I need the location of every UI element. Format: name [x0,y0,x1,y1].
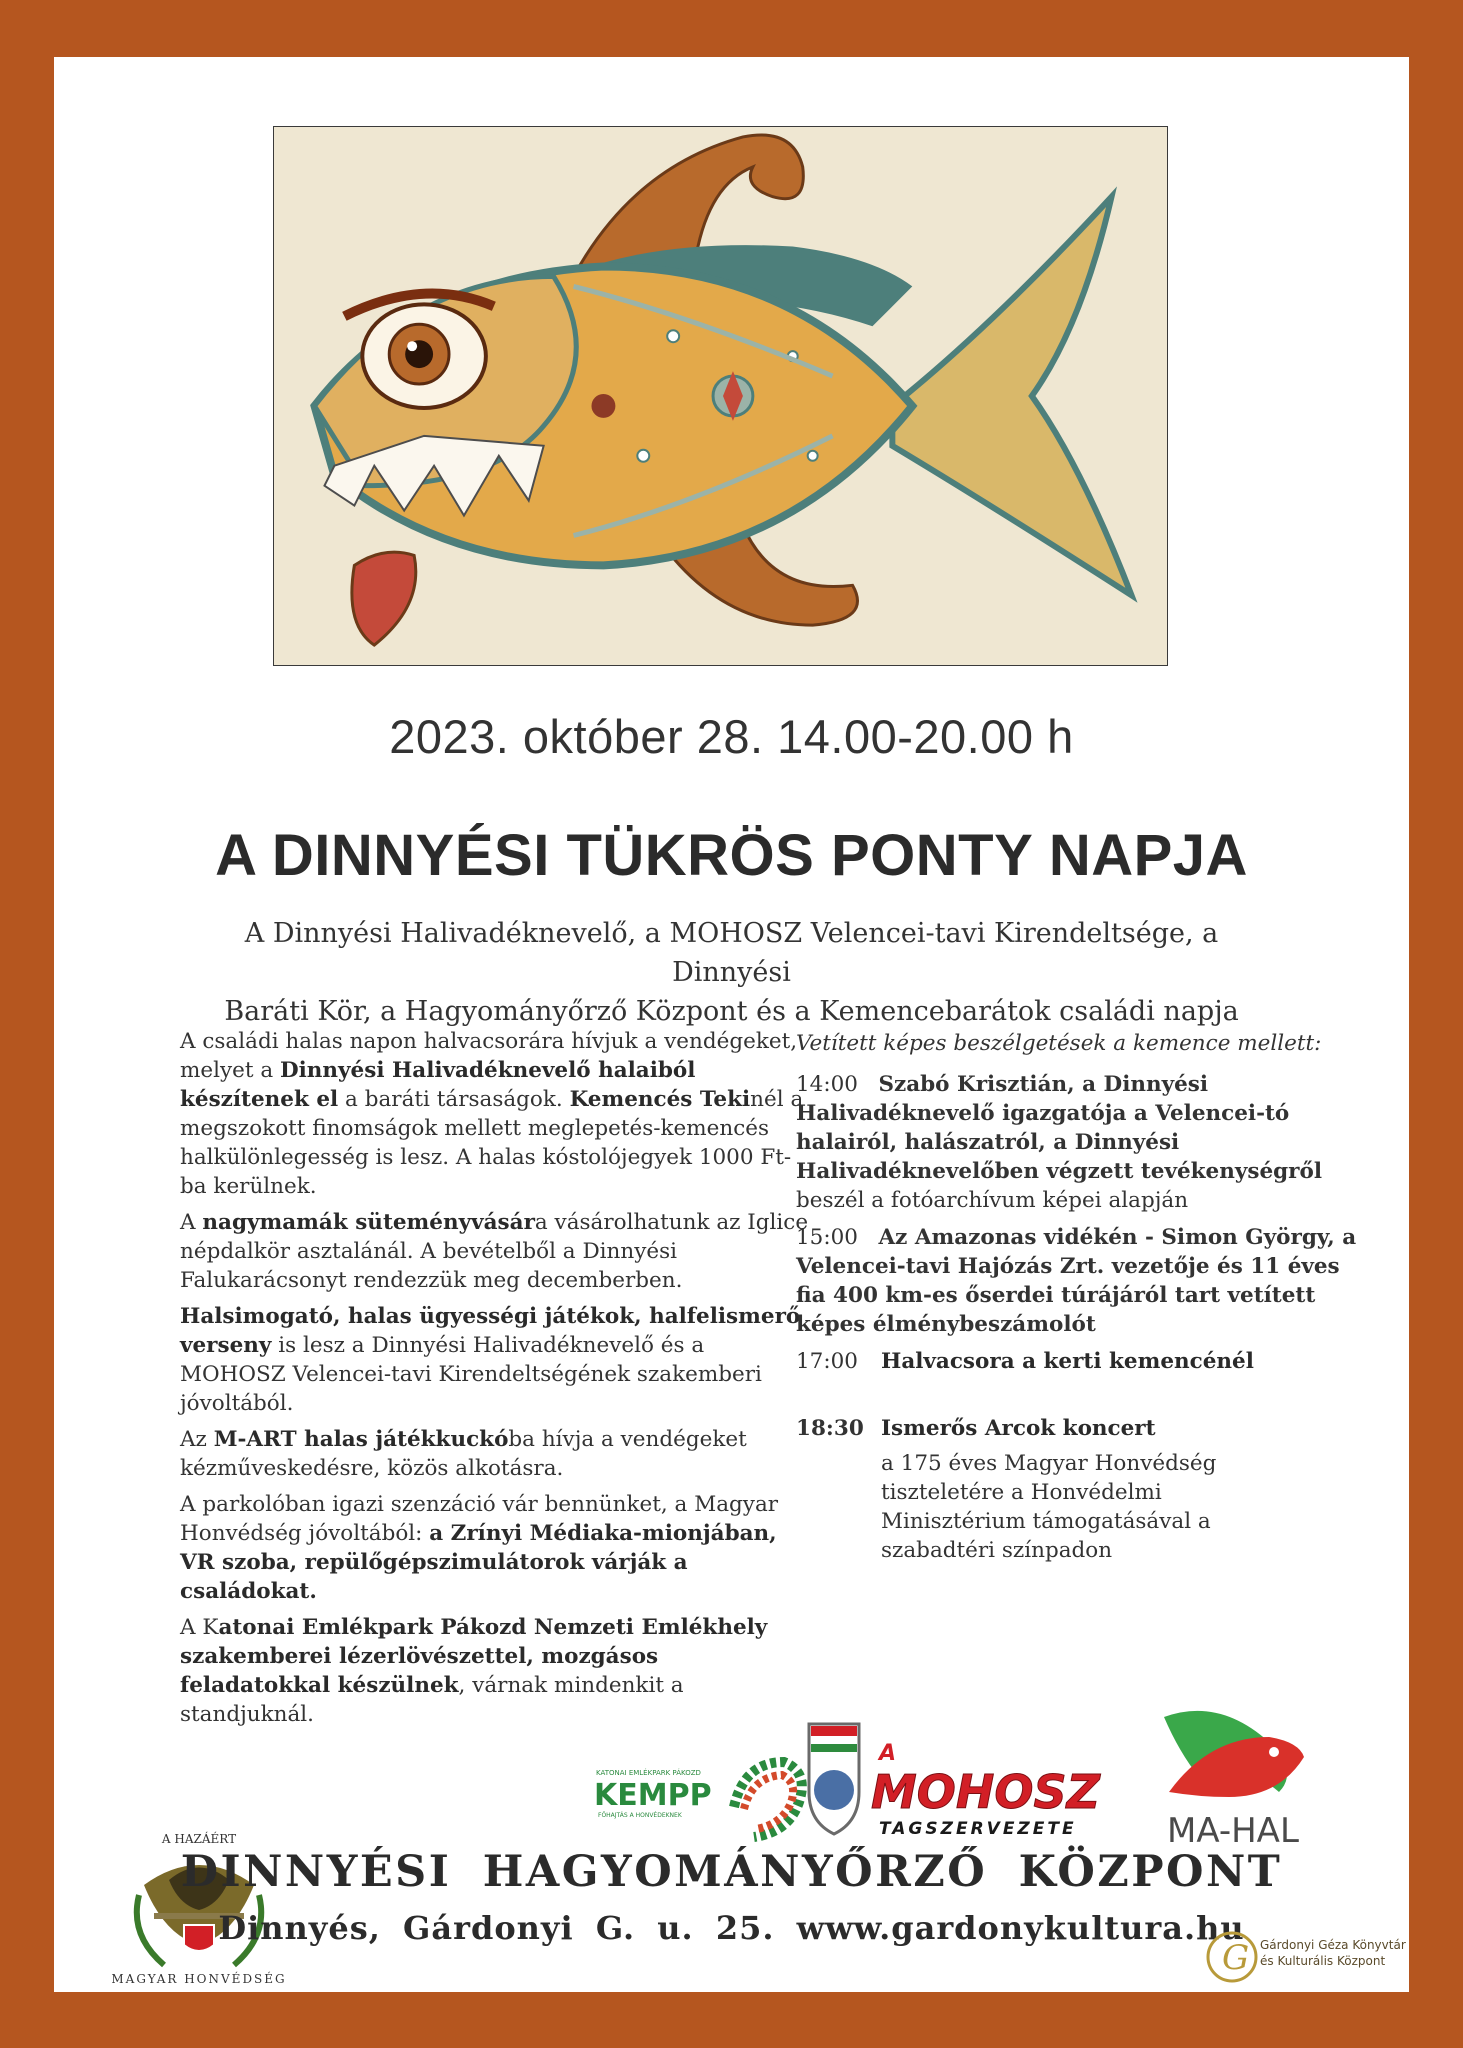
organizers-line-2: Baráti Kör, a Hagyományőrző Központ és a Kemencebarátok családi napja [224,996,1239,1027]
description-paragraph-food [180,1027,810,1201]
mahal-name: MA-HAL [1167,1811,1299,1851]
kempp-top-text: KATONAI EMLÉKPARK PÁKOZD [596,1769,701,1777]
text-span: nél a megszokott finomságok mellett meglepetés-kemencés halkülönlegesség is lesz. A halas kóstolójegyek 1000 Ft-ba kerülnek. [180,1087,804,1199]
mohosz-sub: TAGSZERVEZETE [879,1819,1077,1839]
program-time: 14:00 [796,1072,858,1097]
honved-bottom-text: MAGYAR HONVÉDSÉG [111,1972,287,1986]
bold-span: Halsimogató, halas ügyességi játékok, halfelismerő verseny [180,1304,801,1358]
bold-span: a Zrínyi Médiaka-mionjában, VR szoba, repülőgépszimulátorok várják a családokat. [180,1521,777,1604]
text-span: A parkolóban igazi szenzáció vár bennünket, a Magyar Honvédség jóvoltából: [180,1492,779,1546]
program-title: Ismerős Arcok koncert [881,1416,1156,1441]
program-item [796,1414,1366,1565]
organizers-line-1: A Dinnyési Halivadéknevelő, a MOHOSZ Velencei-tavi Kirendeltsége, a Dinnyési [244,918,1219,988]
library-line-2: és Kulturális Központ [1260,1954,1386,1968]
organizers-text [54,914,1409,1031]
spacer [796,1384,1366,1414]
bold-span: M-ART halas játékkuckó [213,1427,509,1452]
description-paragraph-crafts [180,1425,810,1483]
program-item [796,1223,1366,1339]
program-title: Az Amazonas vidékén - Simon György, a Velencei-tavi Hajózás Zrt. vezetője és 11 éves fia 400 km-es őserdei túrájáról tart vetített képes élménybeszámolót [796,1225,1357,1337]
event-date: 2023. október 28. 14.00-20.00 h [389,710,1074,763]
event-title: A DINNYÉSI TÜKRÖS PONTY NAPJA [215,823,1248,888]
program-time: 17:00 [796,1349,858,1374]
program-item [796,1070,1366,1215]
footer-address: Dinnyés, Gárdonyi G. u. 25. www.gardonykultura.hu [218,1909,1245,1947]
text-span: a baráti társaságok. [338,1087,570,1112]
program-text [881,1414,1366,1565]
program-time: 15:00 [796,1225,858,1250]
text-span: ba hívja a vendégeket kézműveskedésre, közös alkotásra. [180,1427,747,1481]
program-column [796,1029,1366,1573]
program-time: 18:30 [796,1416,864,1441]
text-span: , várnak mindenkit a standjuknál. [180,1673,684,1727]
program-title: Halvacsora a kerti kemencénél [881,1349,1254,1374]
library-logo-icon [1204,1917,1404,1987]
mohosz-logo [799,1712,1109,1847]
honved-top-text: A HAZÁÉRT [161,1832,237,1846]
program-text [881,1347,1366,1376]
kempp-logo [594,1747,809,1847]
event-description-column [180,1027,810,1736]
text-span: is lesz a Dinnyési Halivadéknevelő és a MOHOSZ Velencei-tavi Kirendeltségének szakemberi jóvoltából. [180,1333,762,1416]
text-span: Az [180,1427,214,1452]
mahal-logo [1159,1697,1309,1852]
footer-title: DINNYÉSI HAGYOMÁNYŐRZŐ KÖZPONT [180,1847,1283,1897]
text-span: A K [180,1615,219,1640]
fish-illustration [273,126,1168,666]
description-paragraph-military [180,1490,810,1606]
program-detail: a 175 éves Magyar Honvédség tiszteletére a Honvédelmi Minisztérium támogatásával a szabadtéri színpadon [881,1451,1217,1563]
kempp-name: KEMPP [594,1778,712,1813]
program-title: Szabó Krisztián, a Dinnyési Halivadéknevelő igazgatója a Velencei-tó halairól, halászatról, a Dinnyési Halivadéknevelőben végzett tevékenységről [796,1072,1323,1184]
mohosz-a: A [879,1741,897,1766]
mahal-logo-icon [1159,1697,1309,1852]
bold-span: Dinnyési Halivadéknevelő halaiból készítenek el [180,1058,696,1112]
bold-span: Kemencés Teki [569,1087,751,1112]
mohosz-logo-icon [799,1712,1109,1847]
program-time-cell [796,1414,881,1565]
bold-span: nagymamák süteményvásár [202,1210,535,1235]
program-item [796,1347,1366,1376]
description-paragraph-games [180,1302,810,1418]
poster-sheet [54,57,1409,1992]
library-line-1: Gárdonyi Géza Könyvtár [1260,1938,1406,1952]
description-paragraph-memorial-park [180,1613,810,1729]
fish-painting-icon [274,127,1167,665]
bold-span: atonai Emlékpark Pákozd Nemzeti Emlékhely szakemberei lézerlövészettel, mozgásos feladatokkal készülnek [180,1615,768,1698]
text-span: A családi halas napon halvacsorára hívjuk a vendégeket, melyet a [180,1029,798,1083]
kempp-logo-icon [594,1747,809,1847]
kempp-bottom-text: FŐHAJTÁS A HONVÉDEKNEK [598,1812,682,1819]
library-logo [1204,1917,1404,1987]
text-span: a vásárolhatunk az Iglice népdalkör asztalánál. A bevételből a Dinnyési Falukarácsonyt rendezzük meg decemberben. [180,1210,809,1293]
mohosz-name: MOHOSZ [871,1765,1100,1819]
text-span: A [180,1210,203,1235]
description-paragraph-cakes [180,1208,810,1295]
program-intro: Vetített képes beszélgetések a kemence mellett: [796,1031,1322,1056]
program-detail: beszél a fotóarchívum képei alapján [796,1188,1189,1213]
svg-text:G: G [1222,1938,1250,1978]
